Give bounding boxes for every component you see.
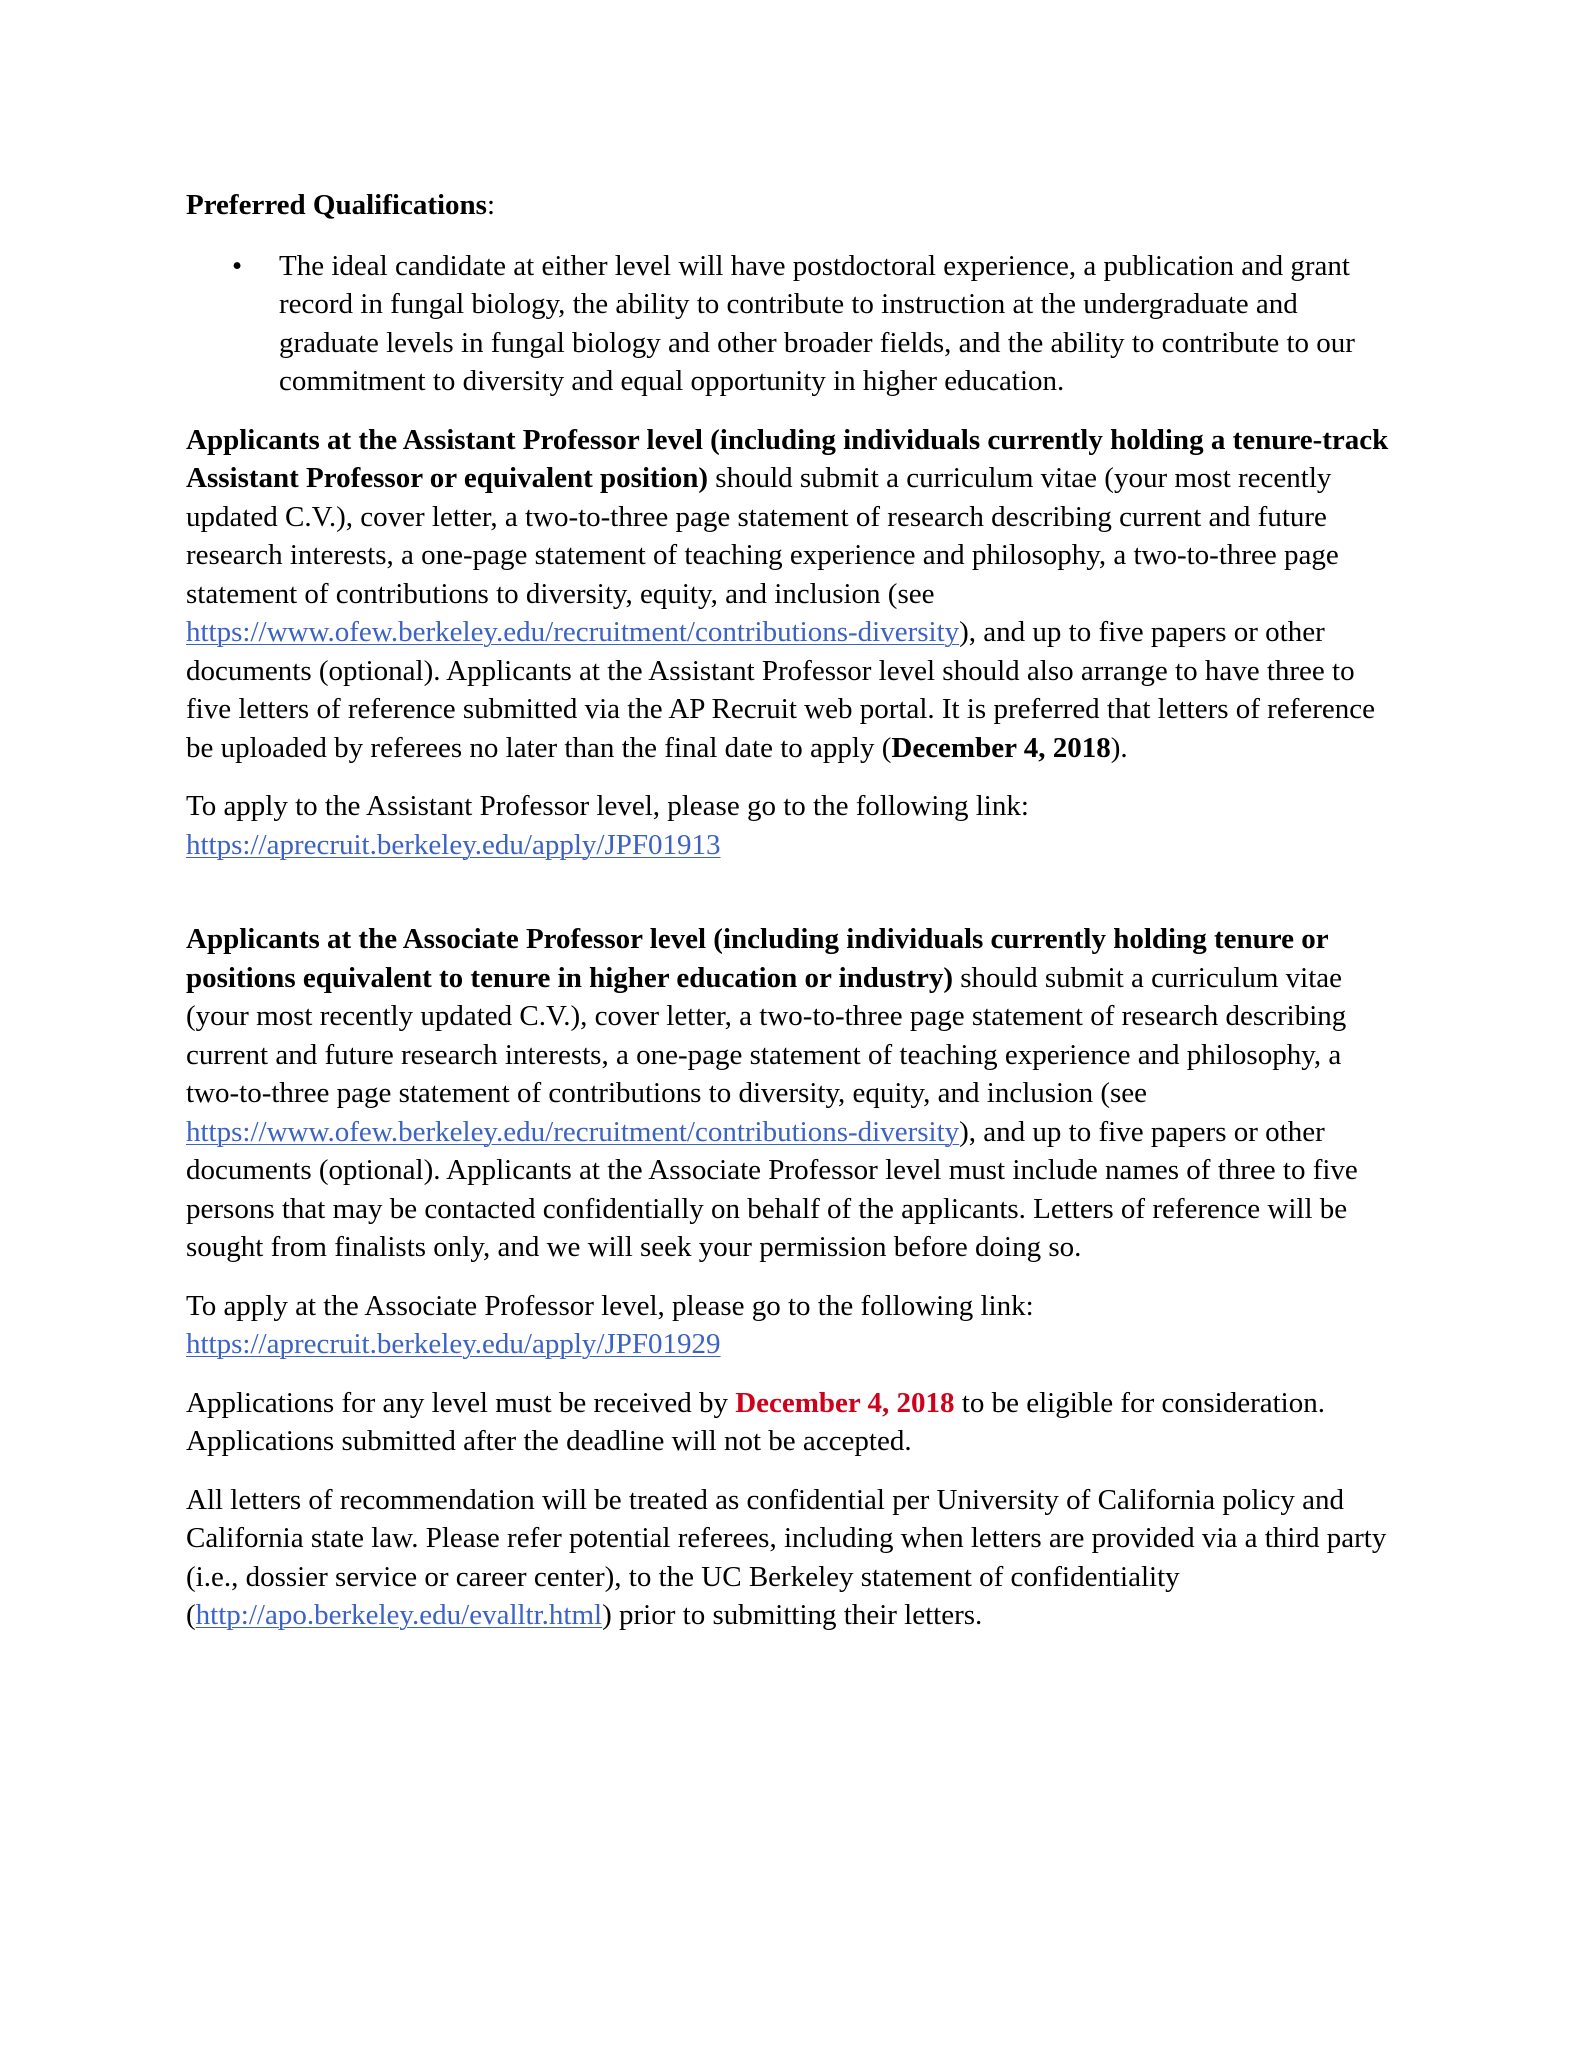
preferred-qualifications-list xyxy=(186,247,1401,401)
list-item-text: The ideal candidate at either level will have postdoctoral experience, a publication and grant record in fungal biology, the ability to contribute to instruction at the undergraduate and graduate levels in fungal biology and other broader fields, and the ability to contribute to our commitment to diversity and equal opportunity in higher education. xyxy=(279,249,1355,397)
associate-professor-paragraph xyxy=(186,920,1401,1267)
assistant-bold-lead: Applicants at the Assistant Professor level (including individuals currently holding a tenure-track Assistant Professor or equivalent position) xyxy=(186,423,1389,494)
associate-text-2: ), and up to five papers or other documents (optional). Applicants at the Associate Professor level must include names of three to five persons that may be contacted confidentially on behalf of the applicants. Letters of reference will be sought from finalists only, and we will seek your permission before doing so. xyxy=(186,1115,1358,1263)
associate-text-1: should submit a curriculum vitae (your most recently updated C.V.), cover letter, a two-to-three page statement of research describing current and future research interests, a one-page statement of teaching experience and philosophy, a two-to-three page statement of contributions to diversity, equity, and inclusion (see xyxy=(186,961,1347,1109)
associate-bold-lead: Applicants at the Associate Professor level (including individuals currently holding tenure or positions equivalent to tenure in higher education or industry) xyxy=(186,923,1329,994)
bullet-icon: • xyxy=(232,249,243,282)
assistant-deadline: December 4, 2018 xyxy=(891,731,1111,764)
associate-apply-paragraph xyxy=(186,1287,1401,1364)
list-item xyxy=(186,247,1401,401)
preferred-qualifications-heading xyxy=(186,186,1401,225)
confidentiality-link[interactable]: http://apo.berkeley.edu/evalltr.html xyxy=(195,1599,603,1631)
assistant-text-2: ), and up to five papers or other documents (optional). Applicants at the Assistant Professor level should also arrange to have three to five letters of reference submitted via the AP Recruit web portal. It is preferred that letters of reference be uploaded by referees no later than the final date to apply ( xyxy=(186,616,1376,764)
document-page xyxy=(186,186,1401,1655)
deadline-date: December 4, 2018 xyxy=(735,1386,955,1419)
assistant-apply-text: To apply to the Assistant Professor level, please go to the following link: xyxy=(186,790,1029,822)
associate-apply-link[interactable]: https://aprecruit.berkeley.edu/apply/JPF01929 xyxy=(186,1328,721,1360)
assistant-professor-paragraph xyxy=(186,421,1401,768)
assistant-apply-link[interactable]: https://aprecruit.berkeley.edu/apply/JPF01913 xyxy=(186,828,721,861)
assistant-apply-paragraph xyxy=(186,787,1401,864)
associate-apply-text: To apply at the Associate Professor level, please go to the following link: xyxy=(186,1289,1034,1322)
diversity-link[interactable]: https://www.ofew.berkeley.edu/recruitment/contributions-diversity xyxy=(186,616,960,648)
diversity-link[interactable]: https://www.ofew.berkeley.edu/recruitment/contributions-diversity xyxy=(186,1115,960,1148)
deadline-text-1: Applications for any level must be received by xyxy=(186,1386,736,1419)
heading-text: Preferred Qualifications xyxy=(186,189,487,221)
confidentiality-text-2: ) prior to submitting their letters. xyxy=(602,1599,983,1631)
assistant-text-3: ). xyxy=(1110,731,1128,764)
confidentiality-text-1: All letters of recommendation will be treated as confidential per University of California policy and California state law. Please refer potential referees, including when letters are provided via a third party (i.e., dossier service or career center), to the UC Berkeley statement of confidentiality ( xyxy=(186,1483,1387,1631)
deadline-text-2: to be eligible for consideration. Applications submitted after the deadline will not be accepted. xyxy=(186,1386,1325,1457)
heading-colon: : xyxy=(486,189,496,221)
confidentiality-paragraph xyxy=(186,1481,1401,1635)
deadline-paragraph xyxy=(186,1384,1401,1461)
assistant-text-1: should submit a curriculum vitae (your most recently updated C.V.), cover letter, a two-to-three page statement of research describing current and future research interests, a one-page statement of teaching experience and philosophy, a two-to-three page statement of contributions to diversity, equity, and inclusion (see xyxy=(186,462,1339,610)
